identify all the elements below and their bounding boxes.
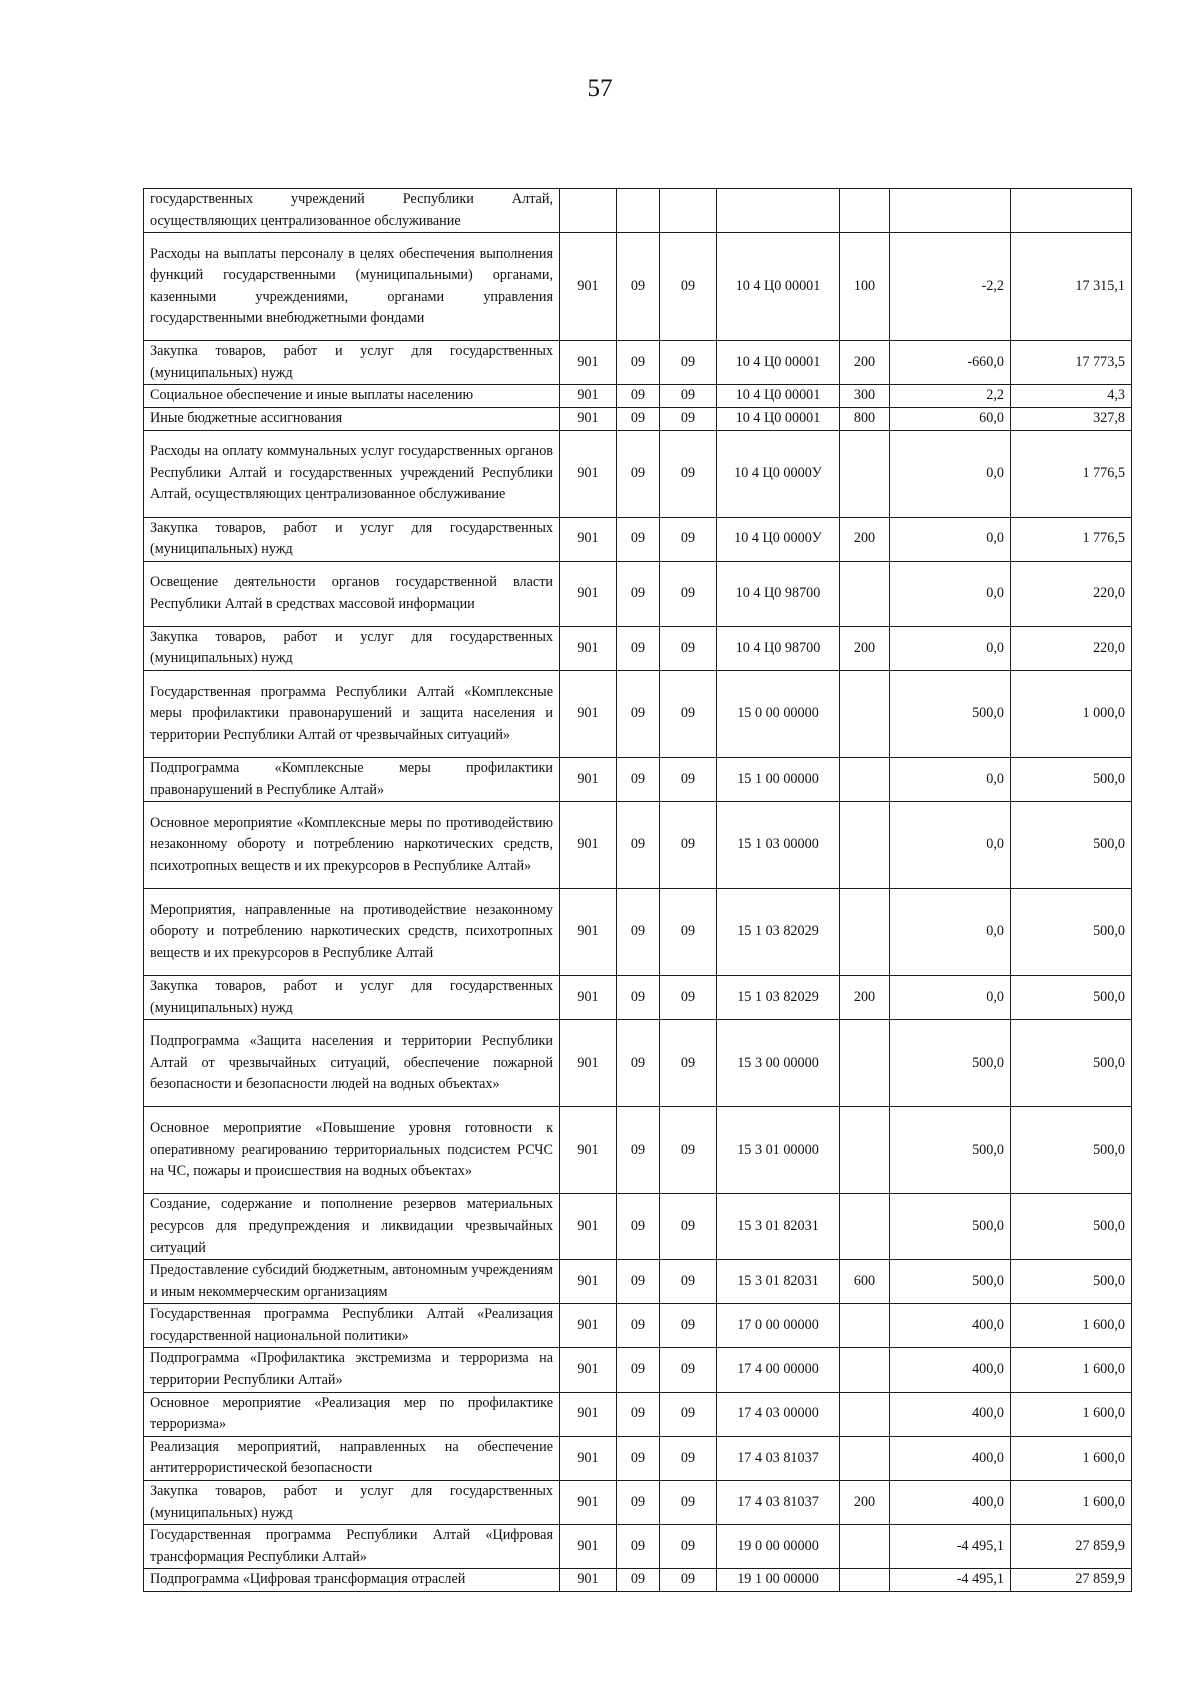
row-target-article: 15 3 01 82031 <box>717 1194 840 1260</box>
row-section: 09 <box>617 407 660 430</box>
table-row <box>144 889 1132 976</box>
row-total-amount: 1 776,5 <box>1011 517 1132 561</box>
row-total-amount: 1 600,0 <box>1011 1481 1132 1525</box>
row-section: 09 <box>617 976 660 1020</box>
row-target-article <box>717 189 840 233</box>
row-total-amount: 500,0 <box>1011 802 1132 889</box>
row-subsection: 09 <box>660 430 717 517</box>
row-change-amount: 0,0 <box>890 430 1011 517</box>
row-section: 09 <box>617 1481 660 1525</box>
row-subsection: 09 <box>660 1348 717 1392</box>
row-change-amount: -4 495,1 <box>890 1569 1011 1592</box>
row-subsection: 09 <box>660 1392 717 1436</box>
row-expense-type <box>840 1569 890 1592</box>
row-section: 09 <box>617 1304 660 1348</box>
row-target-article: 10 4 Ц0 98700 <box>717 626 840 670</box>
row-expense-type <box>840 1020 890 1107</box>
row-total-amount: 1 600,0 <box>1011 1348 1132 1392</box>
row-target-article: 19 1 00 00000 <box>717 1569 840 1592</box>
row-admin-code: 901 <box>560 341 617 385</box>
row-expense-type: 200 <box>840 341 890 385</box>
row-target-article: 17 4 03 00000 <box>717 1392 840 1436</box>
row-total-amount: 1 600,0 <box>1011 1304 1132 1348</box>
row-section: 09 <box>617 802 660 889</box>
row-section: 09 <box>617 233 660 341</box>
row-admin-code: 901 <box>560 670 617 757</box>
row-admin-code: 901 <box>560 233 617 341</box>
row-total-amount: 220,0 <box>1011 626 1132 670</box>
row-description: Закупка товаров, работ и услуг для государственных (муниципальных) нужд <box>144 1481 560 1525</box>
row-description: Основное мероприятие «Повышение уровня готовности к оперативному реагированию территориальных подсистем РСЧС на ЧС, пожары и происшествия на водных объектах» <box>144 1107 560 1194</box>
row-expense-type: 200 <box>840 517 890 561</box>
row-section: 09 <box>617 1194 660 1260</box>
row-admin-code: 901 <box>560 802 617 889</box>
row-total-amount: 1 600,0 <box>1011 1392 1132 1436</box>
row-section: 09 <box>617 517 660 561</box>
row-section: 09 <box>617 626 660 670</box>
table-row <box>144 1392 1132 1436</box>
budget-table <box>143 188 1132 1592</box>
table-row <box>144 1569 1132 1592</box>
table-row <box>144 1304 1132 1348</box>
row-section: 09 <box>617 341 660 385</box>
row-total-amount: 27 859,9 <box>1011 1569 1132 1592</box>
row-target-article: 10 4 Ц0 98700 <box>717 561 840 626</box>
row-target-article: 15 1 03 00000 <box>717 802 840 889</box>
row-change-amount: 0,0 <box>890 889 1011 976</box>
row-total-amount: 500,0 <box>1011 757 1132 801</box>
row-change-amount: 500,0 <box>890 1260 1011 1304</box>
row-subsection: 09 <box>660 561 717 626</box>
row-admin-code: 901 <box>560 385 617 408</box>
row-admin-code: 901 <box>560 626 617 670</box>
row-change-amount: 500,0 <box>890 1020 1011 1107</box>
table-row <box>144 517 1132 561</box>
row-admin-code: 901 <box>560 1304 617 1348</box>
row-subsection: 09 <box>660 1020 717 1107</box>
row-section: 09 <box>617 385 660 408</box>
row-target-article: 17 0 00 00000 <box>717 1304 840 1348</box>
row-subsection: 09 <box>660 802 717 889</box>
row-description: Подпрограмма «Защита населения и территории Республики Алтай от чрезвычайных ситуаций, обеспечение пожарной безопасности и безопасности людей на водных объектах» <box>144 1020 560 1107</box>
row-section: 09 <box>617 1260 660 1304</box>
row-change-amount: 500,0 <box>890 1194 1011 1260</box>
table-row <box>144 757 1132 801</box>
row-section: 09 <box>617 1348 660 1392</box>
row-admin-code: 901 <box>560 430 617 517</box>
row-admin-code: 901 <box>560 976 617 1020</box>
row-change-amount: 400,0 <box>890 1304 1011 1348</box>
row-description: Закупка товаров, работ и услуг для государственных (муниципальных) нужд <box>144 976 560 1020</box>
row-expense-type <box>840 1194 890 1260</box>
row-description: Государственная программа Республики Алтай «Комплексные меры профилактики правонарушений и защита населения и территории Республики Алтай от чрезвычайных ситуаций» <box>144 670 560 757</box>
row-subsection: 09 <box>660 889 717 976</box>
row-change-amount: -660,0 <box>890 341 1011 385</box>
table-row <box>144 407 1132 430</box>
row-admin-code: 901 <box>560 1569 617 1592</box>
row-subsection: 09 <box>660 517 717 561</box>
row-change-amount: 500,0 <box>890 670 1011 757</box>
row-admin-code: 901 <box>560 1436 617 1480</box>
row-description: Государственная программа Республики Алтай «Цифровая трансформация Республики Алтай» <box>144 1525 560 1569</box>
row-admin-code: 901 <box>560 517 617 561</box>
row-change-amount: 0,0 <box>890 517 1011 561</box>
table-row <box>144 561 1132 626</box>
row-section: 09 <box>617 561 660 626</box>
table-row <box>144 1525 1132 1569</box>
row-change-amount: 0,0 <box>890 561 1011 626</box>
row-expense-type <box>840 757 890 801</box>
row-section: 09 <box>617 670 660 757</box>
row-target-article: 15 1 03 82029 <box>717 976 840 1020</box>
row-description: Освещение деятельности органов государственной власти Республики Алтай в средствах массовой информации <box>144 561 560 626</box>
table-row <box>144 626 1132 670</box>
row-section: 09 <box>617 1436 660 1480</box>
table-row <box>144 385 1132 408</box>
table-row <box>144 670 1132 757</box>
row-change-amount: 60,0 <box>890 407 1011 430</box>
row-subsection: 09 <box>660 233 717 341</box>
row-total-amount: 500,0 <box>1011 1260 1132 1304</box>
row-expense-type: 100 <box>840 233 890 341</box>
row-target-article: 17 4 00 00000 <box>717 1348 840 1392</box>
row-subsection: 09 <box>660 1304 717 1348</box>
table-row <box>144 233 1132 341</box>
row-target-article: 15 1 00 00000 <box>717 757 840 801</box>
row-admin-code: 901 <box>560 407 617 430</box>
row-target-article: 15 3 00 00000 <box>717 1020 840 1107</box>
row-expense-type: 200 <box>840 976 890 1020</box>
row-expense-type <box>840 430 890 517</box>
row-admin-code: 901 <box>560 1260 617 1304</box>
row-total-amount: 500,0 <box>1011 1194 1132 1260</box>
row-expense-type <box>840 1436 890 1480</box>
row-target-article: 19 0 00 00000 <box>717 1525 840 1569</box>
row-total-amount: 17 315,1 <box>1011 233 1132 341</box>
row-target-article: 17 4 03 81037 <box>717 1481 840 1525</box>
table-row <box>144 1020 1132 1107</box>
row-change-amount: 400,0 <box>890 1392 1011 1436</box>
row-admin-code: 901 <box>560 1107 617 1194</box>
row-total-amount: 500,0 <box>1011 976 1132 1020</box>
row-expense-type <box>840 1392 890 1436</box>
row-target-article: 10 4 Ц0 00001 <box>717 385 840 408</box>
row-admin-code: 901 <box>560 1392 617 1436</box>
row-subsection: 09 <box>660 1194 717 1260</box>
row-description: Основное мероприятие «Комплексные меры по противодействию незаконному обороту и потреблению наркотических средств, психотропных веществ и их прекурсоров в Республике Алтай» <box>144 802 560 889</box>
row-section: 09 <box>617 1107 660 1194</box>
row-target-article: 10 4 Ц0 00001 <box>717 233 840 341</box>
row-target-article: 17 4 03 81037 <box>717 1436 840 1480</box>
row-target-article: 10 4 Ц0 0000У <box>717 517 840 561</box>
row-subsection: 09 <box>660 1525 717 1569</box>
row-description: Подпрограмма «Цифровая трансформация отраслей <box>144 1569 560 1592</box>
row-subsection: 09 <box>660 407 717 430</box>
row-expense-type: 600 <box>840 1260 890 1304</box>
row-change-amount: 400,0 <box>890 1348 1011 1392</box>
row-expense-type <box>840 670 890 757</box>
row-expense-type <box>840 1304 890 1348</box>
row-expense-type <box>840 802 890 889</box>
row-total-amount: 1 776,5 <box>1011 430 1132 517</box>
row-change-amount: 0,0 <box>890 626 1011 670</box>
row-target-article: 10 4 Ц0 0000У <box>717 430 840 517</box>
row-section: 09 <box>617 1525 660 1569</box>
row-expense-type: 800 <box>840 407 890 430</box>
row-target-article: 15 3 01 00000 <box>717 1107 840 1194</box>
row-subsection: 09 <box>660 341 717 385</box>
table-row <box>144 976 1132 1020</box>
row-section: 09 <box>617 1020 660 1107</box>
row-admin-code: 901 <box>560 1348 617 1392</box>
row-description: Закупка товаров, работ и услуг для государственных (муниципальных) нужд <box>144 517 560 561</box>
row-expense-type <box>840 1348 890 1392</box>
row-total-amount: 500,0 <box>1011 1020 1132 1107</box>
table-row <box>144 1194 1132 1260</box>
row-section: 09 <box>617 1392 660 1436</box>
row-admin-code: 901 <box>560 1525 617 1569</box>
table-row <box>144 1436 1132 1480</box>
row-change-amount: 0,0 <box>890 976 1011 1020</box>
row-total-amount: 17 773,5 <box>1011 341 1132 385</box>
row-total-amount: 4,3 <box>1011 385 1132 408</box>
row-change-amount <box>890 189 1011 233</box>
row-subsection: 09 <box>660 1481 717 1525</box>
row-section: 09 <box>617 1569 660 1592</box>
row-subsection: 09 <box>660 1107 717 1194</box>
row-total-amount: 1 600,0 <box>1011 1436 1132 1480</box>
row-change-amount: 500,0 <box>890 1107 1011 1194</box>
row-subsection: 09 <box>660 670 717 757</box>
row-expense-type <box>840 189 890 233</box>
row-admin-code <box>560 189 617 233</box>
row-subsection: 09 <box>660 1436 717 1480</box>
row-total-amount <box>1011 189 1132 233</box>
table-row <box>144 1107 1132 1194</box>
table-row <box>144 802 1132 889</box>
row-description: Создание, содержание и пополнение резервов материальных ресурсов для предупреждения и ликвидации чрезвычайных ситуаций <box>144 1194 560 1260</box>
row-description: Расходы на выплаты персоналу в целях обеспечения выполнения функций государственными (муниципальными) органами, казенными учреждениями, органами управления государственными внебюджетными фондами <box>144 233 560 341</box>
row-description: Предоставление субсидий бюджетным, автономным учреждениям и иным некоммерческим организациям <box>144 1260 560 1304</box>
row-subsection: 09 <box>660 976 717 1020</box>
row-subsection: 09 <box>660 757 717 801</box>
row-change-amount: 400,0 <box>890 1436 1011 1480</box>
table-row <box>144 1260 1132 1304</box>
row-description: Расходы на оплату коммунальных услуг государственных органов Республики Алтай и государственных учреждений Республики Алтай, осуществляющих централизованное обслуживание <box>144 430 560 517</box>
row-subsection <box>660 189 717 233</box>
row-admin-code: 901 <box>560 757 617 801</box>
row-total-amount: 220,0 <box>1011 561 1132 626</box>
table-row <box>144 189 1132 233</box>
row-total-amount: 500,0 <box>1011 889 1132 976</box>
row-description: Реализация мероприятий, направленных на обеспечение антитеррористической безопасности <box>144 1436 560 1480</box>
row-subsection: 09 <box>660 1260 717 1304</box>
row-admin-code: 901 <box>560 889 617 976</box>
row-target-article: 15 3 01 82031 <box>717 1260 840 1304</box>
row-admin-code: 901 <box>560 561 617 626</box>
row-description: Государственная программа Республики Алтай «Реализация государственной национальной политики» <box>144 1304 560 1348</box>
row-change-amount: 0,0 <box>890 757 1011 801</box>
row-target-article: 15 0 00 00000 <box>717 670 840 757</box>
row-change-amount: -4 495,1 <box>890 1525 1011 1569</box>
row-total-amount: 27 859,9 <box>1011 1525 1132 1569</box>
row-expense-type: 200 <box>840 626 890 670</box>
row-section: 09 <box>617 889 660 976</box>
table-row <box>144 341 1132 385</box>
row-expense-type <box>840 1107 890 1194</box>
page-number: 57 <box>587 75 613 102</box>
row-expense-type: 200 <box>840 1481 890 1525</box>
row-expense-type <box>840 561 890 626</box>
row-total-amount: 500,0 <box>1011 1107 1132 1194</box>
row-description: Подпрограмма «Профилактика экстремизма и терроризма на территории Республики Алтай» <box>144 1348 560 1392</box>
row-change-amount: 0,0 <box>890 802 1011 889</box>
row-description: Основное мероприятие «Реализация мер по профилактике терроризма» <box>144 1392 560 1436</box>
row-subsection: 09 <box>660 385 717 408</box>
row-description: Закупка товаров, работ и услуг для государственных (муниципальных) нужд <box>144 626 560 670</box>
row-subsection: 09 <box>660 1569 717 1592</box>
row-description: Закупка товаров, работ и услуг для государственных (муниципальных) нужд <box>144 341 560 385</box>
row-subsection: 09 <box>660 626 717 670</box>
row-section: 09 <box>617 757 660 801</box>
row-section <box>617 189 660 233</box>
row-section: 09 <box>617 430 660 517</box>
row-change-amount: 400,0 <box>890 1481 1011 1525</box>
row-description: Иные бюджетные ассигнования <box>144 407 560 430</box>
row-expense-type: 300 <box>840 385 890 408</box>
table-row <box>144 1348 1132 1392</box>
row-description: Подпрограмма «Комплексные меры профилактики правонарушений в Республике Алтай» <box>144 757 560 801</box>
row-description: Социальное обеспечение и иные выплаты населению <box>144 385 560 408</box>
row-expense-type <box>840 889 890 976</box>
row-target-article: 10 4 Ц0 00001 <box>717 341 840 385</box>
row-change-amount: 2,2 <box>890 385 1011 408</box>
row-admin-code: 901 <box>560 1194 617 1260</box>
table-row <box>144 1481 1132 1525</box>
row-admin-code: 901 <box>560 1020 617 1107</box>
row-total-amount: 1 000,0 <box>1011 670 1132 757</box>
row-description: Мероприятия, направленные на противодействие незаконному обороту и потреблению наркотических средств, психотропных веществ и их прекурсоров в Республике Алтай <box>144 889 560 976</box>
table-row <box>144 430 1132 517</box>
row-target-article: 10 4 Ц0 00001 <box>717 407 840 430</box>
row-expense-type <box>840 1525 890 1569</box>
row-target-article: 15 1 03 82029 <box>717 889 840 976</box>
row-admin-code: 901 <box>560 1481 617 1525</box>
row-change-amount: -2,2 <box>890 233 1011 341</box>
row-description: государственных учреждений Республики Алтай, осуществляющих централизованное обслуживание <box>144 189 560 233</box>
row-total-amount: 327,8 <box>1011 407 1132 430</box>
